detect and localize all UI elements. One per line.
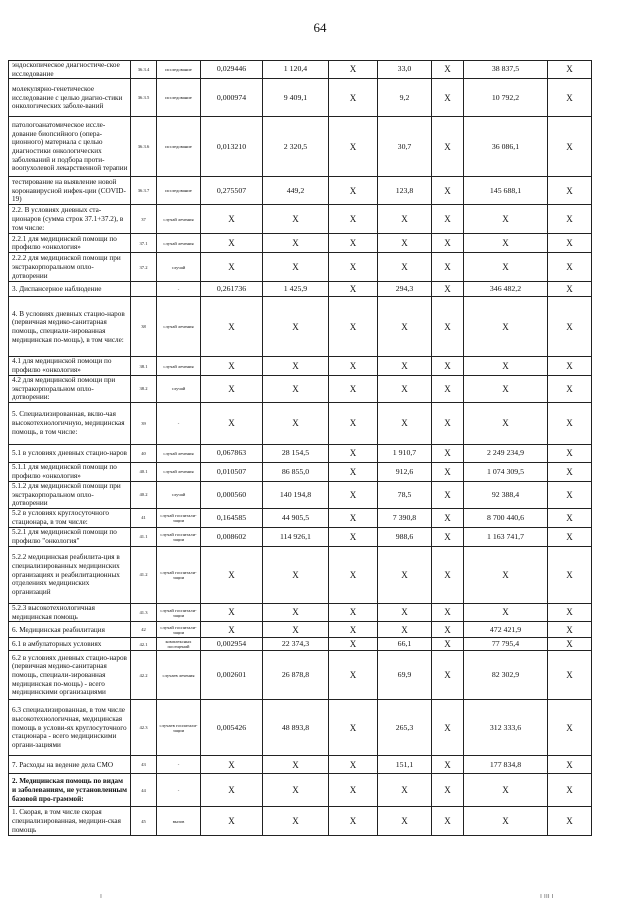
cell-unit: случай — [157, 481, 201, 508]
cell-c1: 0,261736 — [201, 282, 263, 297]
cell-c1: X — [201, 234, 263, 253]
cell-name: 5.2.1 для медицинской помощи по профилю "онкология" — [9, 528, 131, 547]
cell-c6: X — [464, 205, 548, 234]
cell-name: 2.2. В условиях дневных ста-ционаров (сумма строк 37.1+37.2), в том числе: — [9, 205, 131, 234]
cell-unit: - — [157, 774, 201, 807]
cell-code: 38.1 — [131, 357, 157, 375]
cell-unit: - — [157, 402, 201, 444]
cell-code: 42.2 — [131, 651, 157, 700]
cell-c4: X — [378, 402, 432, 444]
cell-name: 5.1 в условиях дневных стацио-наров — [9, 444, 131, 462]
cell-c7: X — [548, 297, 592, 357]
cell-c2: X — [263, 774, 329, 807]
cell-c3: X — [329, 547, 378, 604]
cell-c3: X — [329, 402, 378, 444]
table-row — [9, 622, 592, 638]
cell-name: 7. Расходы на ведение дела СМО — [9, 756, 131, 774]
cell-c7: X — [548, 638, 592, 651]
cell-code: 40.2 — [131, 481, 157, 508]
cell-c6: 346 482,2 — [464, 282, 548, 297]
cell-c5: X — [432, 604, 464, 622]
cell-c6: X — [464, 234, 548, 253]
cell-c2: X — [263, 402, 329, 444]
cell-c1: 0,010507 — [201, 462, 263, 481]
cell-c5: X — [432, 444, 464, 462]
cell-c3: X — [329, 117, 378, 177]
cell-c4: X — [378, 253, 432, 282]
cell-c3: X — [329, 774, 378, 807]
cell-c1: X — [201, 253, 263, 282]
cell-c2: 140 194,8 — [263, 481, 329, 508]
table-row — [9, 774, 592, 807]
cell-c5: X — [432, 282, 464, 297]
cell-name: 4.2 для медицинской помощи при экстракорпоральном опло-дотворении: — [9, 375, 131, 402]
cell-c2: X — [263, 604, 329, 622]
cell-code: 40.1 — [131, 462, 157, 481]
table-row — [9, 297, 592, 357]
cell-c2: 1 120,4 — [263, 61, 329, 79]
cell-c7: X — [548, 481, 592, 508]
cell-code: 41.1 — [131, 528, 157, 547]
cell-c5: X — [432, 700, 464, 756]
table-row — [9, 700, 592, 756]
cell-c1: 0,000974 — [201, 79, 263, 117]
cell-code: 37.2 — [131, 253, 157, 282]
table-row — [9, 604, 592, 622]
footer-mark-right: ı ııı ı — [540, 893, 554, 900]
cell-c2: 44 905,5 — [263, 509, 329, 528]
cell-c2: 28 154,5 — [263, 444, 329, 462]
cell-c2: 86 855,0 — [263, 462, 329, 481]
cell-c4: 123,8 — [378, 177, 432, 205]
cell-name: 6. Медицинская реабилитация — [9, 622, 131, 638]
cell-unit: случаев лечения — [157, 651, 201, 700]
cell-unit: исследование — [157, 61, 201, 79]
financing-table — [8, 60, 592, 836]
table-row — [9, 253, 592, 282]
cell-c4: X — [378, 297, 432, 357]
table-row — [9, 462, 592, 481]
cell-c4: 1 910,7 — [378, 444, 432, 462]
cell-c3: X — [329, 357, 378, 375]
cell-c2: 1 425,9 — [263, 282, 329, 297]
cell-unit: случай лечения — [157, 444, 201, 462]
cell-c2: 114 926,1 — [263, 528, 329, 547]
table-row — [9, 357, 592, 375]
table-row — [9, 282, 592, 297]
cell-c3: X — [329, 756, 378, 774]
cell-c1: 0,002954 — [201, 638, 263, 651]
cell-c6: X — [464, 547, 548, 604]
cell-c7: X — [548, 205, 592, 234]
cell-c4: X — [378, 234, 432, 253]
cell-code: 42 — [131, 622, 157, 638]
cell-c7: X — [548, 177, 592, 205]
cell-unit: случай лечения — [157, 462, 201, 481]
cell-c7: X — [548, 444, 592, 462]
table-row — [9, 547, 592, 604]
cell-name: 4.1 для медицинской помощи по профилю «онкология» — [9, 357, 131, 375]
cell-c5: X — [432, 638, 464, 651]
cell-c2: X — [263, 547, 329, 604]
cell-code: 41 — [131, 509, 157, 528]
cell-c5: X — [432, 462, 464, 481]
table-row — [9, 509, 592, 528]
cell-c1: 0,005426 — [201, 700, 263, 756]
cell-name: эндоскопическое диагностиче-ское исследование — [9, 61, 131, 79]
cell-c3: X — [329, 651, 378, 700]
cell-name: 2.2.1 для медицинской помощи по профилю «онкология» — [9, 234, 131, 253]
cell-unit: - — [157, 282, 201, 297]
cell-c7: X — [548, 700, 592, 756]
cell-c2: X — [263, 234, 329, 253]
cell-c6: 8 700 440,6 — [464, 509, 548, 528]
cell-code: 41.3 — [131, 604, 157, 622]
cell-unit: - — [157, 756, 201, 774]
table-row — [9, 234, 592, 253]
cell-c5: X — [432, 61, 464, 79]
cell-c3: X — [329, 509, 378, 528]
cell-unit: случаев госпитали-зации — [157, 700, 201, 756]
cell-c2: 48 893,8 — [263, 700, 329, 756]
table-row — [9, 402, 592, 444]
cell-c7: X — [548, 807, 592, 836]
cell-c2: X — [263, 357, 329, 375]
cell-c4: X — [378, 547, 432, 604]
cell-unit: случай лечения — [157, 357, 201, 375]
cell-c2: 26 878,8 — [263, 651, 329, 700]
cell-unit: вызов — [157, 807, 201, 836]
cell-name: 1. Скорая, в том числе скорая специализированная, медицин-ская помощь — [9, 807, 131, 836]
cell-c5: X — [432, 807, 464, 836]
cell-c6: 82 302,9 — [464, 651, 548, 700]
cell-c4: 988,6 — [378, 528, 432, 547]
cell-c7: X — [548, 282, 592, 297]
cell-code: 38.2 — [131, 375, 157, 402]
cell-c5: X — [432, 528, 464, 547]
cell-c5: X — [432, 622, 464, 638]
cell-c5: X — [432, 177, 464, 205]
cell-name: 6.1 в амбулаторных условиях — [9, 638, 131, 651]
cell-unit: исследование — [157, 177, 201, 205]
cell-code: 37 — [131, 205, 157, 234]
cell-name: 4. В условиях дневных стацио-наров (первичная медико-санитарная помощь, специали-зированная медицинская по-мощь), в том числе: — [9, 297, 131, 357]
cell-c7: X — [548, 253, 592, 282]
cell-c7: X — [548, 234, 592, 253]
cell-c2: 2 320,5 — [263, 117, 329, 177]
cell-c5: X — [432, 756, 464, 774]
cell-c3: X — [329, 622, 378, 638]
cell-c4: 912,6 — [378, 462, 432, 481]
table-row — [9, 651, 592, 700]
cell-c5: X — [432, 774, 464, 807]
cell-c4: 69,9 — [378, 651, 432, 700]
cell-unit: случай госпитали-зации — [157, 604, 201, 622]
cell-c1: X — [201, 774, 263, 807]
cell-unit: случай госпитали-зации — [157, 528, 201, 547]
cell-c7: X — [548, 375, 592, 402]
cell-c1: X — [201, 622, 263, 638]
cell-c4: 294,3 — [378, 282, 432, 297]
cell-name: 2.2.2 для медицинской помощи при экстракорпоральном опло-дотворении — [9, 253, 131, 282]
cell-unit: случай госпитали-зации — [157, 547, 201, 604]
cell-c1: 0,002601 — [201, 651, 263, 700]
cell-c1: X — [201, 375, 263, 402]
cell-unit: случай лечения — [157, 297, 201, 357]
cell-c1: 0,029446 — [201, 61, 263, 79]
cell-c1: 0,067863 — [201, 444, 263, 462]
cell-c6: X — [464, 253, 548, 282]
cell-name: молекулярно-генетическое исследование с целью диагно-стики онкологических заболе-ваний — [9, 79, 131, 117]
cell-unit: случай госпитали-зации — [157, 622, 201, 638]
table-row — [9, 205, 592, 234]
cell-code: 42.3 — [131, 700, 157, 756]
cell-code: 37.1 — [131, 234, 157, 253]
cell-code: 36.3.4 — [131, 61, 157, 79]
cell-c5: X — [432, 234, 464, 253]
cell-c2: X — [263, 622, 329, 638]
cell-c1: X — [201, 357, 263, 375]
cell-code: 39 — [131, 402, 157, 444]
cell-c5: X — [432, 375, 464, 402]
cell-c2: 22 374,3 — [263, 638, 329, 651]
cell-c5: X — [432, 651, 464, 700]
cell-code: 41.2 — [131, 547, 157, 604]
cell-c6: 177 834,8 — [464, 756, 548, 774]
cell-c5: X — [432, 481, 464, 508]
table-row — [9, 807, 592, 836]
cell-c7: X — [548, 402, 592, 444]
cell-c4: X — [378, 375, 432, 402]
cell-c1: 0,008602 — [201, 528, 263, 547]
cell-c3: X — [329, 234, 378, 253]
cell-c1: X — [201, 807, 263, 836]
cell-unit: случай — [157, 253, 201, 282]
cell-code: 40 — [131, 444, 157, 462]
cell-code — [131, 282, 157, 297]
cell-c5: X — [432, 79, 464, 117]
cell-c1: X — [201, 297, 263, 357]
cell-c6: X — [464, 297, 548, 357]
cell-c3: X — [329, 253, 378, 282]
cell-c6: 38 837,5 — [464, 61, 548, 79]
cell-c2: X — [263, 756, 329, 774]
cell-c7: X — [548, 61, 592, 79]
cell-c7: X — [548, 756, 592, 774]
cell-c4: 30,7 — [378, 117, 432, 177]
cell-c4: 66,1 — [378, 638, 432, 651]
cell-name: 5.2.2 медицинская реабилита-ция в специализированных медицинских организациях и реабилитационных отделениях медицинских организаций — [9, 547, 131, 604]
cell-unit: случай лечения — [157, 205, 201, 234]
table-row — [9, 638, 592, 651]
cell-c1: 0,275507 — [201, 177, 263, 205]
cell-c4: X — [378, 807, 432, 836]
cell-name: 5.2 в условиях круглосуточного стационара, в том числе: — [9, 509, 131, 528]
cell-c3: X — [329, 638, 378, 651]
cell-name: тестирование на выявление новой коронавирусной инфек-ции (COVID-19) — [9, 177, 131, 205]
cell-c5: X — [432, 357, 464, 375]
cell-c2: 9 409,1 — [263, 79, 329, 117]
table-row — [9, 61, 592, 79]
cell-c3: X — [329, 375, 378, 402]
cell-c3: X — [329, 282, 378, 297]
cell-c7: X — [548, 528, 592, 547]
cell-c3: X — [329, 462, 378, 481]
cell-unit: случай госпитали-зации — [157, 509, 201, 528]
table-row — [9, 79, 592, 117]
cell-c7: X — [548, 357, 592, 375]
cell-unit: случай лечения — [157, 234, 201, 253]
cell-c1: X — [201, 205, 263, 234]
cell-c1: X — [201, 604, 263, 622]
cell-c4: X — [378, 357, 432, 375]
cell-name: 2. Медицинская помощь по видам и заболеваниям, не установленным базовой про-граммой: — [9, 774, 131, 807]
cell-c7: X — [548, 509, 592, 528]
cell-c3: X — [329, 177, 378, 205]
cell-code: 38 — [131, 297, 157, 357]
footer-mark-left: ı — [100, 893, 102, 900]
cell-code: 42.1 — [131, 638, 157, 651]
cell-c7: X — [548, 462, 592, 481]
cell-c7: X — [548, 622, 592, 638]
cell-c6: 36 086,1 — [464, 117, 548, 177]
cell-c6: 1 163 741,7 — [464, 528, 548, 547]
cell-c5: X — [432, 253, 464, 282]
cell-c4: X — [378, 205, 432, 234]
cell-c4: 265,3 — [378, 700, 432, 756]
cell-name: 3. Диспансерное наблюдение — [9, 282, 131, 297]
cell-c4: X — [378, 604, 432, 622]
cell-c2: X — [263, 205, 329, 234]
cell-name: 6.3 специализированная, в том числе высокотехнологичная, медицинская помощь в услови-ях круглосуточного стационара - всего медицинскими органи-зациями — [9, 700, 131, 756]
cell-c4: 7 390,8 — [378, 509, 432, 528]
cell-c6: X — [464, 774, 548, 807]
cell-c6: X — [464, 402, 548, 444]
cell-c2: X — [263, 297, 329, 357]
cell-unit: комплексных посещений — [157, 638, 201, 651]
page-number: 64 — [313, 20, 327, 35]
cell-c7: X — [548, 117, 592, 177]
table-row — [9, 528, 592, 547]
cell-name: 5. Специализированная, вклю-чая высокотехнологичную, медицинская помощь, в том числе: — [9, 402, 131, 444]
cell-name: 5.2.3 высокотехнологичная медицинская помощь — [9, 604, 131, 622]
cell-c6: 92 388,4 — [464, 481, 548, 508]
cell-c7: X — [548, 651, 592, 700]
cell-c4: 33,0 — [378, 61, 432, 79]
cell-c3: X — [329, 205, 378, 234]
cell-c3: X — [329, 604, 378, 622]
cell-code: 43 — [131, 756, 157, 774]
table-row — [9, 444, 592, 462]
cell-c4: 9,2 — [378, 79, 432, 117]
cell-code: 36.3.5 — [131, 79, 157, 117]
cell-c1: 0,000560 — [201, 481, 263, 508]
cell-c1: X — [201, 756, 263, 774]
cell-c1: 0,164585 — [201, 509, 263, 528]
cell-c6: 312 333,6 — [464, 700, 548, 756]
cell-c5: X — [432, 205, 464, 234]
cell-c1: X — [201, 547, 263, 604]
cell-c3: X — [329, 297, 378, 357]
cell-c7: X — [548, 604, 592, 622]
cell-c6: 2 249 234,9 — [464, 444, 548, 462]
cell-c6: X — [464, 807, 548, 836]
cell-c4: 78,5 — [378, 481, 432, 508]
cell-c5: X — [432, 402, 464, 444]
cell-unit: исследование — [157, 117, 201, 177]
cell-unit: исследование — [157, 79, 201, 117]
cell-c2: X — [263, 375, 329, 402]
cell-c2: 449,2 — [263, 177, 329, 205]
cell-c3: X — [329, 807, 378, 836]
cell-c6: 77 795,4 — [464, 638, 548, 651]
cell-code: 45 — [131, 807, 157, 836]
table-row — [9, 375, 592, 402]
cell-code: 44 — [131, 774, 157, 807]
cell-c3: X — [329, 481, 378, 508]
cell-c3: X — [329, 61, 378, 79]
cell-c1: X — [201, 402, 263, 444]
cell-c5: X — [432, 117, 464, 177]
cell-c4: X — [378, 622, 432, 638]
table-row — [9, 481, 592, 508]
cell-c6: X — [464, 375, 548, 402]
cell-c6: X — [464, 604, 548, 622]
cell-c5: X — [432, 509, 464, 528]
cell-c4: X — [378, 774, 432, 807]
cell-c2: X — [263, 253, 329, 282]
cell-c7: X — [548, 774, 592, 807]
cell-c3: X — [329, 444, 378, 462]
table-row — [9, 117, 592, 177]
cell-c6: 145 688,1 — [464, 177, 548, 205]
cell-name: 5.1.2 для медицинской помощи при экстракорпоральном опло-дотворении — [9, 481, 131, 508]
cell-c2: X — [263, 807, 329, 836]
cell-c5: X — [432, 297, 464, 357]
cell-c6: X — [464, 357, 548, 375]
cell-c3: X — [329, 528, 378, 547]
cell-c6: 10 792,2 — [464, 79, 548, 117]
cell-name: 5.1.1 для медицинской помощи по профилю «онкология» — [9, 462, 131, 481]
cell-c6: 1 074 309,5 — [464, 462, 548, 481]
cell-unit: случай — [157, 375, 201, 402]
cell-code: 36.3.6 — [131, 117, 157, 177]
cell-name: 6.2 в условиях дневных стацио-наров (первичная медико-санитарная помощь, специали-зированная медицинская по-мощь) - всего медицинскими организациями — [9, 651, 131, 700]
cell-c3: X — [329, 79, 378, 117]
cell-c7: X — [548, 79, 592, 117]
cell-c6: 472 421,9 — [464, 622, 548, 638]
cell-code: 36.3.7 — [131, 177, 157, 205]
cell-c3: X — [329, 700, 378, 756]
table-row — [9, 177, 592, 205]
cell-c4: 151,1 — [378, 756, 432, 774]
cell-c1: 0,013210 — [201, 117, 263, 177]
cell-c7: X — [548, 547, 592, 604]
cell-name: патологоанатомическое иссле-дование биопсийного (опера-ционного) материала с целью диагностики онкологических заболеваний и подбора проти-воопухолевой лекарственной терапии — [9, 117, 131, 177]
cell-c5: X — [432, 547, 464, 604]
table-row — [9, 756, 592, 774]
